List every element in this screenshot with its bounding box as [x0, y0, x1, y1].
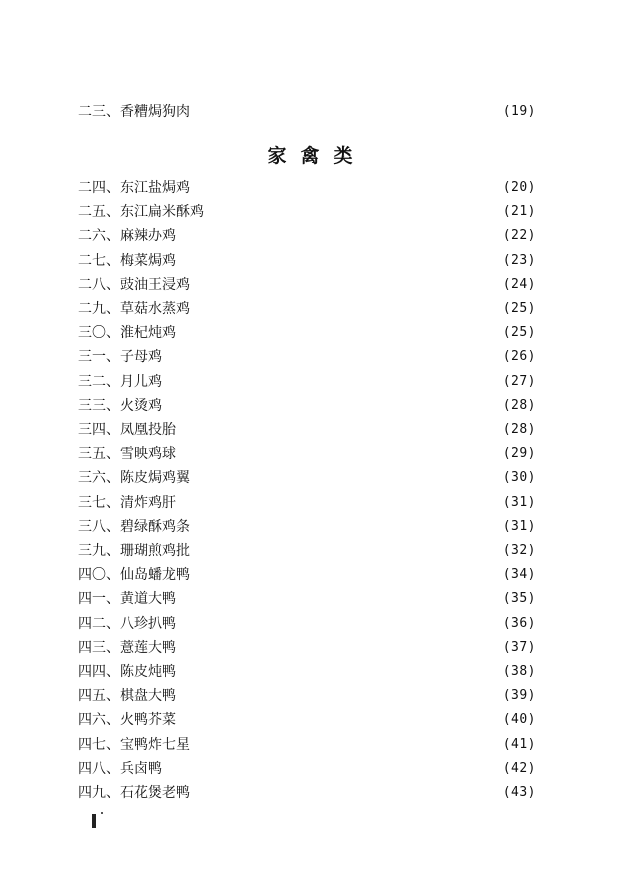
entry-title: 草菇水蒸鸡: [120, 301, 190, 317]
entry-title: 凤凰投胎: [120, 422, 176, 438]
dot-leader: [182, 322, 497, 344]
entry-number: 二九、: [78, 301, 120, 317]
entry-number: 三五、: [78, 446, 120, 463]
entry-number: 三三、: [78, 397, 120, 414]
entry-title: 子母鸡: [120, 349, 162, 366]
entry-number: 三八、: [78, 518, 120, 535]
entry-number: 四六、: [78, 712, 120, 729]
dot-leader: [182, 419, 497, 441]
entry-title: 兵卤鸭: [120, 760, 162, 777]
entry-page-number: (28): [502, 422, 536, 437]
entry-title: 宝鸭炸七星: [120, 736, 190, 753]
entry-page-number: (26): [502, 349, 536, 365]
entry-page-number: (23): [502, 252, 536, 268]
entry-title: 仙岛蟠龙鸭: [120, 567, 190, 584]
entry-page-number: (35): [502, 591, 536, 607]
toc-entry: [78, 443, 536, 465]
toc-entry: [78, 177, 536, 199]
entry-number: 四二、: [78, 615, 120, 632]
toc-entry: [78, 685, 536, 707]
entry-page-number: (34): [502, 567, 536, 583]
dot-leader: [182, 709, 497, 731]
dot-leader: [196, 516, 497, 538]
toc-entry: [78, 250, 536, 272]
entry-page-number: (29): [502, 446, 536, 462]
entry-title: 棋盘大鸭: [120, 688, 176, 705]
dot-leader: [182, 613, 497, 635]
toc-entry: [78, 298, 536, 320]
dot-leader: [196, 101, 497, 123]
toc-entry: [78, 516, 536, 538]
entry-number: 二五、: [78, 204, 120, 221]
entry-page-number: (41): [502, 736, 536, 752]
toc-entry: [78, 467, 536, 489]
entry-page-number: (24): [502, 276, 536, 292]
dot-leader: [196, 734, 497, 756]
entry-title: 雪映鸡球: [120, 446, 176, 463]
entry-page-number: (31): [502, 518, 536, 534]
entry-page-number: (22): [502, 228, 536, 244]
entry-number: 三九、: [78, 543, 120, 559]
dot-leader: [182, 685, 497, 707]
toc-entry: [78, 346, 536, 368]
entry-page-number: (25): [502, 325, 536, 341]
dot-leader: [182, 661, 497, 683]
dot-leader: [182, 637, 497, 659]
entry-title: 火鸭芥菜: [120, 712, 176, 729]
entry-page-number: (32): [502, 543, 536, 558]
entry-number: 二七、: [78, 252, 120, 269]
dot-leader: [168, 346, 497, 368]
entry-title: 陈皮炖鸭: [120, 664, 176, 680]
entry-number: 三二、: [78, 373, 120, 390]
entry-title: 梅菜焗鸡: [120, 252, 176, 269]
dot-leader: [182, 225, 497, 247]
toc-entry: [78, 395, 536, 417]
dot-leader: [168, 758, 497, 780]
toc-entry: [78, 564, 536, 586]
section-heading: 家禽类: [267, 145, 367, 167]
entry-number: 四〇、: [78, 567, 120, 584]
entry-number: 四九、: [78, 785, 120, 801]
entry-title: 淮杞炖鸡: [120, 325, 176, 342]
entry-title: 月儿鸡: [120, 373, 162, 390]
toc-entry: [78, 274, 536, 296]
entry-page-number: (43): [502, 785, 536, 800]
dot-leader: [196, 564, 497, 586]
entry-page-number: (20): [502, 180, 536, 195]
folio-speck: [101, 812, 103, 814]
dot-leader: [182, 250, 497, 272]
entry-page-number: (38): [502, 664, 536, 679]
entry-number: 四三、: [78, 639, 120, 656]
entry-number: 四一、: [78, 591, 120, 608]
entry-title: 黄道大鸭: [120, 591, 176, 608]
entry-title: 火烫鸡: [120, 397, 162, 414]
toc-entry: [78, 225, 536, 247]
entry-number: 四五、: [78, 688, 120, 705]
entry-title: 东江扁米酥鸡: [120, 204, 204, 221]
entry-number: 三六、: [78, 470, 120, 487]
toc-entry: [78, 758, 536, 780]
entry-page-number: (19): [502, 104, 536, 119]
entry-title: 豉油王浸鸡: [120, 276, 190, 293]
entry-title: 珊瑚煎鸡批: [120, 543, 190, 559]
entry-number: 二八、: [78, 276, 120, 293]
folio-mark: [92, 814, 96, 828]
entry-title: 碧绿酥鸡条: [120, 518, 190, 535]
toc-entry: [78, 734, 536, 756]
entry-title: 薏莲大鸭: [120, 639, 176, 656]
toc-entry: [78, 371, 536, 393]
entry-number: 四四、: [78, 664, 120, 680]
toc-entry: [78, 419, 536, 441]
toc-entry: [78, 588, 536, 610]
dot-leader: [196, 177, 497, 199]
dot-leader: [196, 274, 497, 296]
dot-leader: [196, 467, 497, 489]
entry-title: 东江盐焗鸡: [120, 180, 190, 196]
entry-page-number: (42): [502, 760, 536, 776]
entry-page-number: (36): [502, 615, 536, 631]
dot-leader: [182, 443, 497, 465]
dot-leader: [210, 201, 497, 223]
entry-page-number: (28): [502, 397, 536, 413]
entry-title: 清炸鸡肝: [120, 494, 176, 511]
dot-leader: [196, 782, 497, 804]
dot-leader: [182, 492, 497, 514]
entry-number: 三一、: [78, 349, 120, 366]
toc-entry: [78, 540, 536, 562]
dot-leader: [168, 395, 497, 417]
entry-number: 二四、: [78, 180, 120, 196]
dot-leader: [196, 298, 497, 320]
entry-title: 八珍扒鸭: [120, 615, 176, 632]
entry-page-number: (21): [502, 204, 536, 220]
entry-title: 石花煲老鸭: [120, 785, 190, 801]
entry-page-number: (27): [502, 373, 536, 389]
toc-entry: [78, 322, 536, 344]
dot-leader: [196, 540, 497, 562]
entry-title: 香糟焗狗肉: [120, 104, 190, 120]
entry-title: 麻辣办鸡: [120, 228, 176, 245]
entry-title: 陈皮焗鸡翼: [120, 470, 190, 487]
dot-leader: [182, 588, 497, 610]
dot-leader: [168, 371, 497, 393]
toc-entry: [78, 101, 536, 123]
entry-page-number: (25): [502, 301, 536, 316]
entry-number: 三四、: [78, 422, 120, 438]
toc-entry: [78, 492, 536, 514]
toc-entry: [78, 613, 536, 635]
entry-page-number: (39): [502, 688, 536, 704]
entry-page-number: (30): [502, 470, 536, 486]
entry-page-number: (31): [502, 494, 536, 510]
entry-number: 二三、: [78, 104, 120, 120]
entry-number: 二六、: [78, 228, 120, 245]
toc-entry: [78, 709, 536, 731]
entry-number: 三〇、: [78, 325, 120, 342]
toc-entry: [78, 661, 536, 683]
entry-number: 三七、: [78, 494, 120, 511]
entry-number: 四七、: [78, 736, 120, 753]
entry-page-number: (37): [502, 639, 536, 655]
entry-number: 四八、: [78, 760, 120, 777]
entry-page-number: (40): [502, 712, 536, 728]
toc-entry: [78, 637, 536, 659]
toc-entry: [78, 201, 536, 223]
toc-entry: [78, 782, 536, 804]
